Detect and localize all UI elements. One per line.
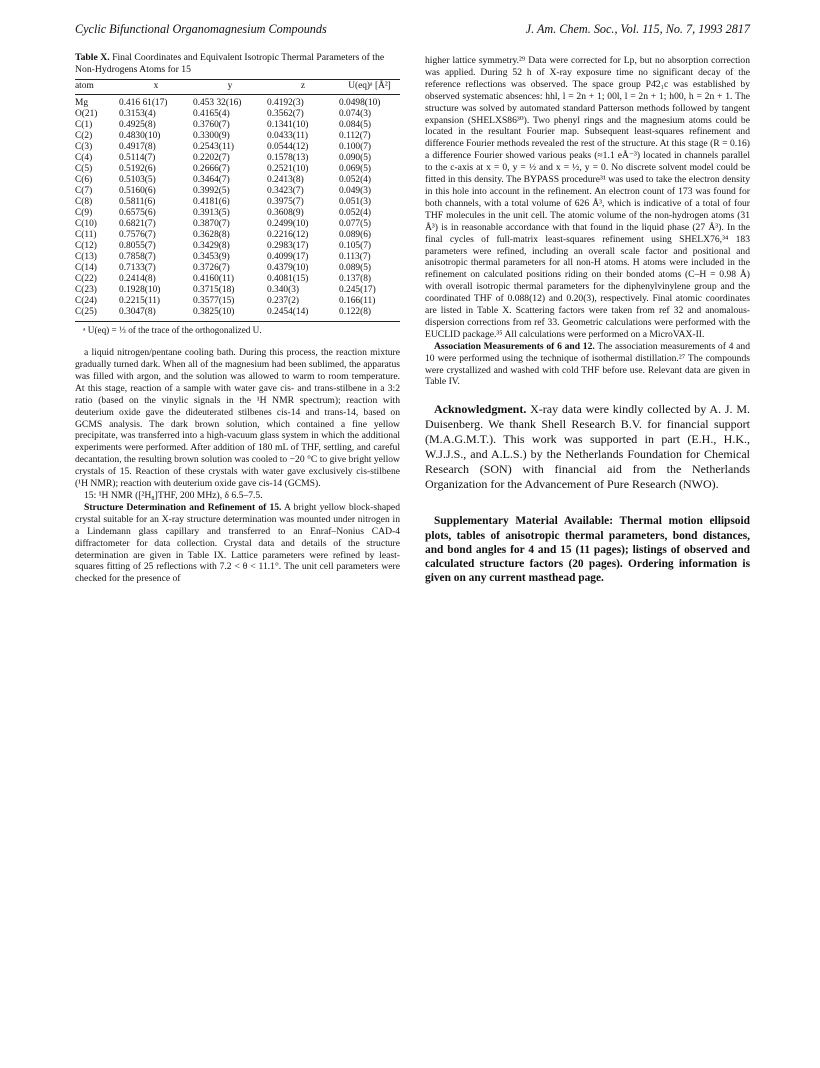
cell-z: 0.2216(12) xyxy=(267,230,309,241)
acknowledgment-heading: Acknowledgment. xyxy=(434,402,527,417)
cell-z: 0.2521(10) xyxy=(267,164,309,175)
cell-x: 0.5192(6) xyxy=(119,164,156,175)
cell-atom: C(3) xyxy=(75,142,93,153)
cell-ueq: 0.112(7) xyxy=(339,131,371,142)
cell-x: 0.3047(8) xyxy=(119,307,193,322)
cell-ueq: 0.052(4) xyxy=(339,175,372,186)
table-row xyxy=(75,95,400,110)
cell-z: 0.2499(10) xyxy=(267,219,309,230)
table-row xyxy=(75,142,400,153)
paragraph-text: The association measurements of 4 and 10 were performed using the technique of isothermal distillation.²⁷ The compounds were crystallized and washed with cold THF before use. Relevant data are given in Table IV. xyxy=(425,340,751,388)
cell-y: 0.3300(9) xyxy=(193,131,230,142)
table-row xyxy=(75,208,400,219)
cell-atom: C(4) xyxy=(75,153,93,164)
cell-x: 0.3153(4) xyxy=(119,109,156,120)
table-row xyxy=(75,197,400,208)
cell-y: 0.4160(11) xyxy=(193,274,235,285)
supplementary-text: Thermal motion ellipsoid plots, tables of anisotropic thermal parameters, bond distances, and bond angles for 4 and 15 (11 pages); listings of observed and calculated structure factors (20 pages). Ordering information is given on any current masthead page. xyxy=(425,515,751,585)
cell-x: 0.4917(8) xyxy=(119,142,156,153)
cell-atom: C(10) xyxy=(75,219,97,230)
table-body xyxy=(75,95,400,322)
left-column xyxy=(75,50,400,585)
cell-ueq: 0.089(5) xyxy=(339,263,372,274)
cell-ueq: 0.090(5) xyxy=(339,153,372,164)
table-row xyxy=(75,241,400,252)
cell-atom: C(1) xyxy=(75,120,93,131)
cell-ueq: 0.089(6) xyxy=(339,230,372,241)
table-row xyxy=(75,285,400,296)
cell-y: 0.3715(18) xyxy=(193,285,235,296)
table-row xyxy=(75,274,400,285)
cell-x: 0.7858(7) xyxy=(119,252,156,263)
cell-ueq: 0.105(7) xyxy=(339,241,372,252)
cell-ueq: 0.074(3) xyxy=(339,109,372,120)
table-row xyxy=(75,109,400,120)
table-row xyxy=(75,307,400,322)
cell-x: 0.416 61(17) xyxy=(119,98,168,109)
cell-x: 0.5160(6) xyxy=(119,186,156,197)
table-row xyxy=(75,164,400,175)
cell-atom: O(21) xyxy=(75,109,98,120)
cell-atom: C(13) xyxy=(75,252,97,263)
cell-z: 0.4099(17) xyxy=(267,252,309,263)
table-row xyxy=(75,153,400,164)
cell-ueq: 0.245(17) xyxy=(339,285,376,296)
cell-x: 0.4925(8) xyxy=(119,120,156,131)
cell-z: 0.2413(8) xyxy=(267,175,304,186)
cell-atom: C(6) xyxy=(75,175,93,186)
cell-x: 0.2215(11) xyxy=(119,296,161,307)
cell-y: 0.2202(7) xyxy=(193,153,230,164)
right-column xyxy=(425,55,750,585)
header-atom: atom xyxy=(75,80,119,95)
cell-y: 0.3577(15) xyxy=(193,296,235,307)
cell-y: 0.3453(9) xyxy=(193,252,230,263)
table-row xyxy=(75,263,400,274)
cell-atom: C(22) xyxy=(75,274,97,285)
cell-y: 0.3992(5) xyxy=(193,186,230,197)
table-row xyxy=(75,252,400,263)
cell-ueq: 0.122(8) xyxy=(339,307,400,322)
cell-x: 0.6821(7) xyxy=(119,219,156,230)
header-x: x xyxy=(119,80,193,95)
cell-z: 0.3423(7) xyxy=(267,186,304,197)
cell-z: 0.1578(13) xyxy=(267,153,309,164)
table-row xyxy=(75,120,400,131)
cell-x: 0.5103(5) xyxy=(119,175,156,186)
table-header-row xyxy=(75,80,400,95)
table-label: Table X. xyxy=(75,52,110,63)
cell-z: 0.340(3) xyxy=(267,285,300,296)
cell-atom: C(5) xyxy=(75,164,93,175)
cell-ueq: 0.113(7) xyxy=(339,252,371,263)
table-row xyxy=(75,175,400,186)
cell-ueq: 0.0498(10) xyxy=(339,98,381,109)
header-ueq: U(eq)ᵃ [Å²] xyxy=(339,80,400,95)
cell-atom: C(24) xyxy=(75,296,97,307)
body-paragraph: a liquid nitrogen/pentane cooling bath. During this process, the reaction mixture gradually turned dark. When all of the magnesium had been sublimed, the apparatus was filled with argon, and the solution was allowed to warm to room temperature. At this stage, reaction of a sample with water gave cis- and trans-stilbene in a 3:2 ratio (based on the vinylic signals in the ¹H NMR spectrum); reaction with deuterium oxide gave the dideuterated stilbenes cis-14 and trans-14, based on GCMS analysis. The dark brown solution, which contained a fine yellow precipitate, was transferred into a high-vacuum glass system in which the additional experiments were performed. After addition of 180 mL of THF, settling, and careful decantation, the resulting brown solution was cooled to −20 °C to give bright yellow crystals of 15. Reaction of these crystals with water gave exclusively cis-stilbene (¹H NMR); reaction with deuterium oxide gave cis-14 (GCMS). xyxy=(75,347,400,490)
table-footnote: ᵃ U(eq) = ⅓ of the trace of the orthogonalized U. xyxy=(83,325,262,336)
cell-atom: C(8) xyxy=(75,197,93,208)
cell-x: 0.2414(8) xyxy=(119,274,156,285)
cell-y: 0.2666(7) xyxy=(193,164,230,175)
cell-y: 0.3870(7) xyxy=(193,219,230,230)
cell-z: 0.4081(15) xyxy=(267,274,309,285)
cell-x: 0.5811(6) xyxy=(119,197,156,208)
cell-y: 0.4165(4) xyxy=(193,109,230,120)
table-row xyxy=(75,296,400,307)
running-head-title: Cyclic Bifunctional Organomagnesium Compounds xyxy=(75,22,327,36)
association-paragraph xyxy=(425,341,750,389)
cell-y: 0.3913(5) xyxy=(193,208,230,219)
section-runin-heading: Structure Determination and Refinement of 15. xyxy=(84,501,282,513)
cell-ueq: 0.052(4) xyxy=(339,208,372,219)
cell-z: 0.3975(7) xyxy=(267,197,304,208)
acknowledgment-paragraph xyxy=(425,402,750,492)
structure-determination-paragraph xyxy=(75,502,400,585)
cell-y: 0.3628(8) xyxy=(193,230,230,241)
cell-ueq: 0.084(5) xyxy=(339,120,372,131)
cell-x: 0.5114(7) xyxy=(119,153,156,164)
cell-atom: C(25) xyxy=(75,307,119,322)
cell-x: 0.7133(7) xyxy=(119,263,156,274)
running-head xyxy=(75,22,750,38)
cell-z: 0.3608(9) xyxy=(267,208,304,219)
cell-z: 0.3562(7) xyxy=(267,109,304,120)
cell-ueq: 0.166(11) xyxy=(339,296,376,307)
nmr-data-paragraph: 15: ¹H NMR ([²H₈]THF, 200 MHz), δ 6.5–7.5. xyxy=(84,489,263,501)
cell-atom: C(11) xyxy=(75,230,97,241)
supplementary-paragraph xyxy=(425,514,750,585)
cell-y: 0.3825(10) xyxy=(193,307,267,322)
cell-y: 0.4181(6) xyxy=(193,197,230,208)
cell-y: 0.2543(11) xyxy=(193,142,235,153)
acknowledgment-text: X-ray data were kindly collected by A. J. M. Duisenberg. We thank Shell Research B.V. for financial support (M.A.G.M.T.). This work was supported in part (E.H., H.K., W.J.J.S., and A.L.S.) by the Netherlands Foundation for Chemical Research (SON) with financial aid from the Netherlands Organization for the Advancement of Pure Research (NWO). xyxy=(425,402,750,492)
cell-atom: C(7) xyxy=(75,186,93,197)
cell-ueq: 0.051(3) xyxy=(339,197,372,208)
cell-ueq: 0.077(5) xyxy=(339,219,372,230)
table-row xyxy=(75,219,400,230)
cell-ueq: 0.100(7) xyxy=(339,142,372,153)
cell-y: 0.3726(7) xyxy=(193,263,230,274)
paragraph-text: A bright yellow block-shaped crystal suitable for an X-ray structure determination was mounted under nitrogen in a Lindemann glass capillary and transferred to an Enraf–Nonius CAD-4 diffractometer for data collection. Crystal data and details of the structure determination are given in Table IX. Lattice parameters were refined by least-squares fitting of 25 reflections with 7.2 < θ < 11.1°. The unit cell parameters were checked for the presence of xyxy=(75,501,400,585)
coordinates-table xyxy=(75,79,400,322)
cell-x: 0.4830(10) xyxy=(119,131,161,142)
cell-z: 0.237(2) xyxy=(267,296,300,307)
table-caption-text: Final Coordinates and Equivalent Isotropic Thermal Parameters of the Non-Hydrogens Atoms for 15 xyxy=(75,52,385,75)
table-row xyxy=(75,230,400,241)
cell-x: 0.6575(6) xyxy=(119,208,156,219)
header-y: y xyxy=(193,80,267,95)
cell-y: 0.453 32(16) xyxy=(193,98,242,109)
table-row xyxy=(75,186,400,197)
cell-atom: C(12) xyxy=(75,241,97,252)
cell-x: 0.1928(10) xyxy=(119,285,161,296)
cell-z: 0.4192(3) xyxy=(267,98,304,109)
body-paragraph: higher lattice symmetry.²⁹ Data were corrected for Lp, but no absorption correction was applied. During 52 h of X-ray exposure time no significant decay of the reference reflections was observed. The space group P4̄2₁c was established by observed systematic absences: hhl, l = 2n + 1; 00l, l = 2n + 1; h00, h = 2n + 1. The structure was solved by automated standard Patterson methods followed by tangent expansion (SHELXS86³⁰). Two phenyl rings and the magnesium atoms could be located in the resultant Fourier map. Subsequent least-squares refinement and difference Fourier methods revealed the rest of the structure. At this stage (R = 0.16) a difference Fourier showed various peaks (≈1.1 eÅ⁻³) located in channels parallel to the c-axis at x = 0, y = ½ and x = ½, y = 0. No discrete solvent model could be fitted in this density. The BYPASS procedure³¹ was used to take the electron density in this hole into account in the refinement. An electron count of 173 was found for both channels, with a total volume of 626 Å³, which is indicative of a total of four THF molecules in the unit cell. The atomic volume of the non-hydrogen atoms (31 Å³) is in reasonable accordance with that found in the liquid phase (27 Å³). In the final cycles of full-matrix least-squares refinement using SHELX76,³⁴ 183 parameters were refined, including an overall scale factor and positional and anisotropic thermal parameters for all non-H atoms. H atoms were included in the refinement on calculated positions riding on their bonded atoms (C–H = 0.98 Å) with overall isotropic thermal parameters for the diphenylvinylene group and the coordinated THF of 0.088(12) and 0.20(3), respectively. Final atomic coordinates are listed in Table X. Scattering factors were taken from ref 32 and anomalous-dispersion corrections from ref 33. Geometric calculations were performed with the EUCLID package.³⁵ All calculations were performed on a MicroVAX-II. xyxy=(425,55,750,340)
cell-z: 0.1341(10) xyxy=(267,120,309,131)
table-row xyxy=(75,131,400,142)
cell-z: 0.0433(11) xyxy=(267,131,309,142)
cell-atom: C(2) xyxy=(75,131,93,142)
cell-y: 0.3429(8) xyxy=(193,241,230,252)
cell-z: 0.0544(12) xyxy=(267,142,309,153)
cell-atom: Mg xyxy=(75,98,89,109)
running-head-citation: J. Am. Chem. Soc., Vol. 115, No. 7, 1993 2817 xyxy=(525,22,750,36)
cell-z: 0.4379(10) xyxy=(267,263,309,274)
section-runin-heading: Association Measurements of 6 and 12. xyxy=(434,340,595,352)
cell-atom: C(23) xyxy=(75,285,97,296)
cell-y: 0.3464(7) xyxy=(193,175,230,186)
cell-ueq: 0.049(3) xyxy=(339,186,372,197)
table-caption xyxy=(75,52,400,75)
cell-ueq: 0.137(8) xyxy=(339,274,372,285)
cell-ueq: 0.069(5) xyxy=(339,164,372,175)
cell-y: 0.3760(7) xyxy=(193,120,230,131)
cell-atom: C(9) xyxy=(75,208,93,219)
supplementary-heading: Supplementary Material Available: xyxy=(434,515,613,528)
cell-atom: C(14) xyxy=(75,263,97,274)
header-z: z xyxy=(267,80,339,95)
cell-z: 0.2454(14) xyxy=(267,307,339,322)
cell-x: 0.7576(7) xyxy=(119,230,156,241)
cell-x: 0.8055(7) xyxy=(119,241,156,252)
cell-z: 0.2983(17) xyxy=(267,241,309,252)
